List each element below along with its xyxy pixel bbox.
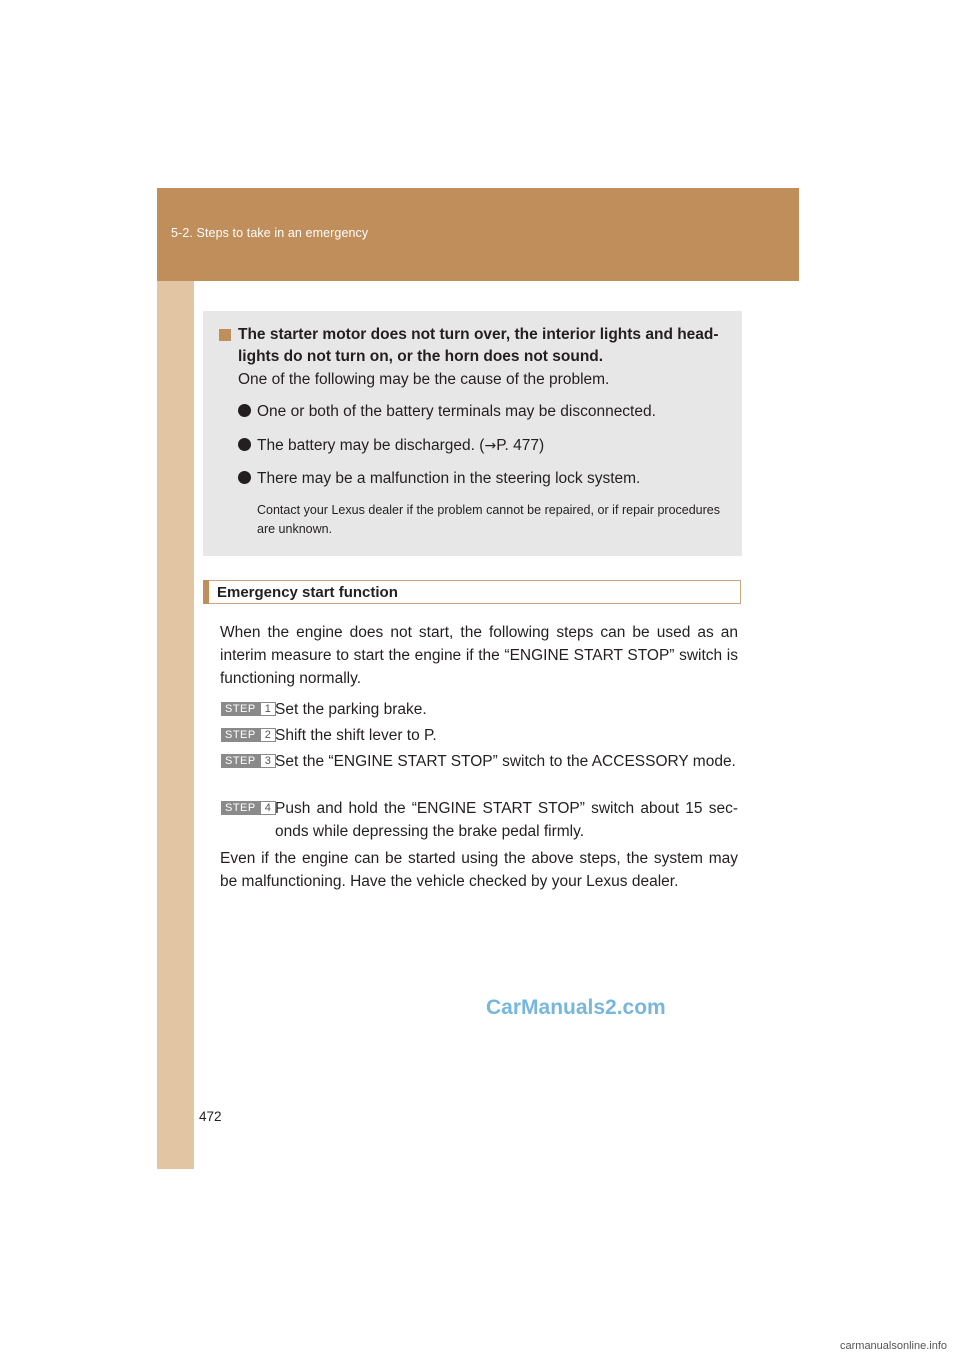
info-box <box>203 311 742 556</box>
list-item: One or both of the battery terminals may be disconnected. <box>238 403 656 421</box>
step-badge: STEP 3 <box>221 754 276 768</box>
page-number: 472 <box>199 1109 222 1124</box>
list-item: The battery may be discharged. (→P. 477) <box>238 437 544 455</box>
left-margin-band <box>157 188 194 1169</box>
step-item: STEP 3 Set the “ENGINE START STOP” switch to the ACCESSORY mode. <box>221 750 738 773</box>
step-item: STEP 2 Shift the shift lever to P. <box>221 724 738 747</box>
step-badge: STEP 1 <box>221 702 276 716</box>
closing-paragraph: Even if the engine can be started using the above steps, the system may be malfunctioning. Have the vehicle checked by your Lexus dealer. <box>220 850 738 890</box>
square-bullet-icon <box>219 329 231 341</box>
watermark-logo: CarManuals2.com <box>486 996 666 1019</box>
bullet-dot-icon <box>238 404 251 417</box>
arrow-right-icon: → <box>484 438 497 454</box>
section-intro: When the engine does not start, the following steps can be used as an interim measure to start the engine if the “ENGINE START STOP” switch is functioning normally. <box>220 624 738 687</box>
watermark-footer: carmanualsonline.info <box>840 1340 948 1352</box>
section-heading: Emergency start function <box>203 580 741 604</box>
info-intro: One of the following may be the cause of the problem. <box>238 371 610 388</box>
step-item: STEP 1 Set the parking brake. <box>221 698 738 721</box>
list-item: There may be a malfunction in the steering lock system. <box>238 470 640 488</box>
info-heading: The starter motor does not turn over, the interior lights and head-lights do not turn on, or the horn does not sound. <box>219 324 729 368</box>
step-badge: STEP 2 <box>221 728 276 742</box>
section-title: 5-2. Steps to take in an emergency <box>171 226 369 240</box>
info-note: Contact your Lexus dealer if the problem cannot be repaired, or if repair procedures are unknown. <box>257 503 720 536</box>
bullet-dot-icon <box>238 438 251 451</box>
step-item: STEP 4 Push and hold the “ENGINE START STOP” switch about 15 sec-onds while depressing the brake pedal firmly. <box>221 797 738 843</box>
page-reference: P. 477) <box>496 437 545 454</box>
step-badge: STEP 4 <box>221 801 276 815</box>
bullet-dot-icon <box>238 471 251 484</box>
heading-accent-bar <box>203 580 209 604</box>
